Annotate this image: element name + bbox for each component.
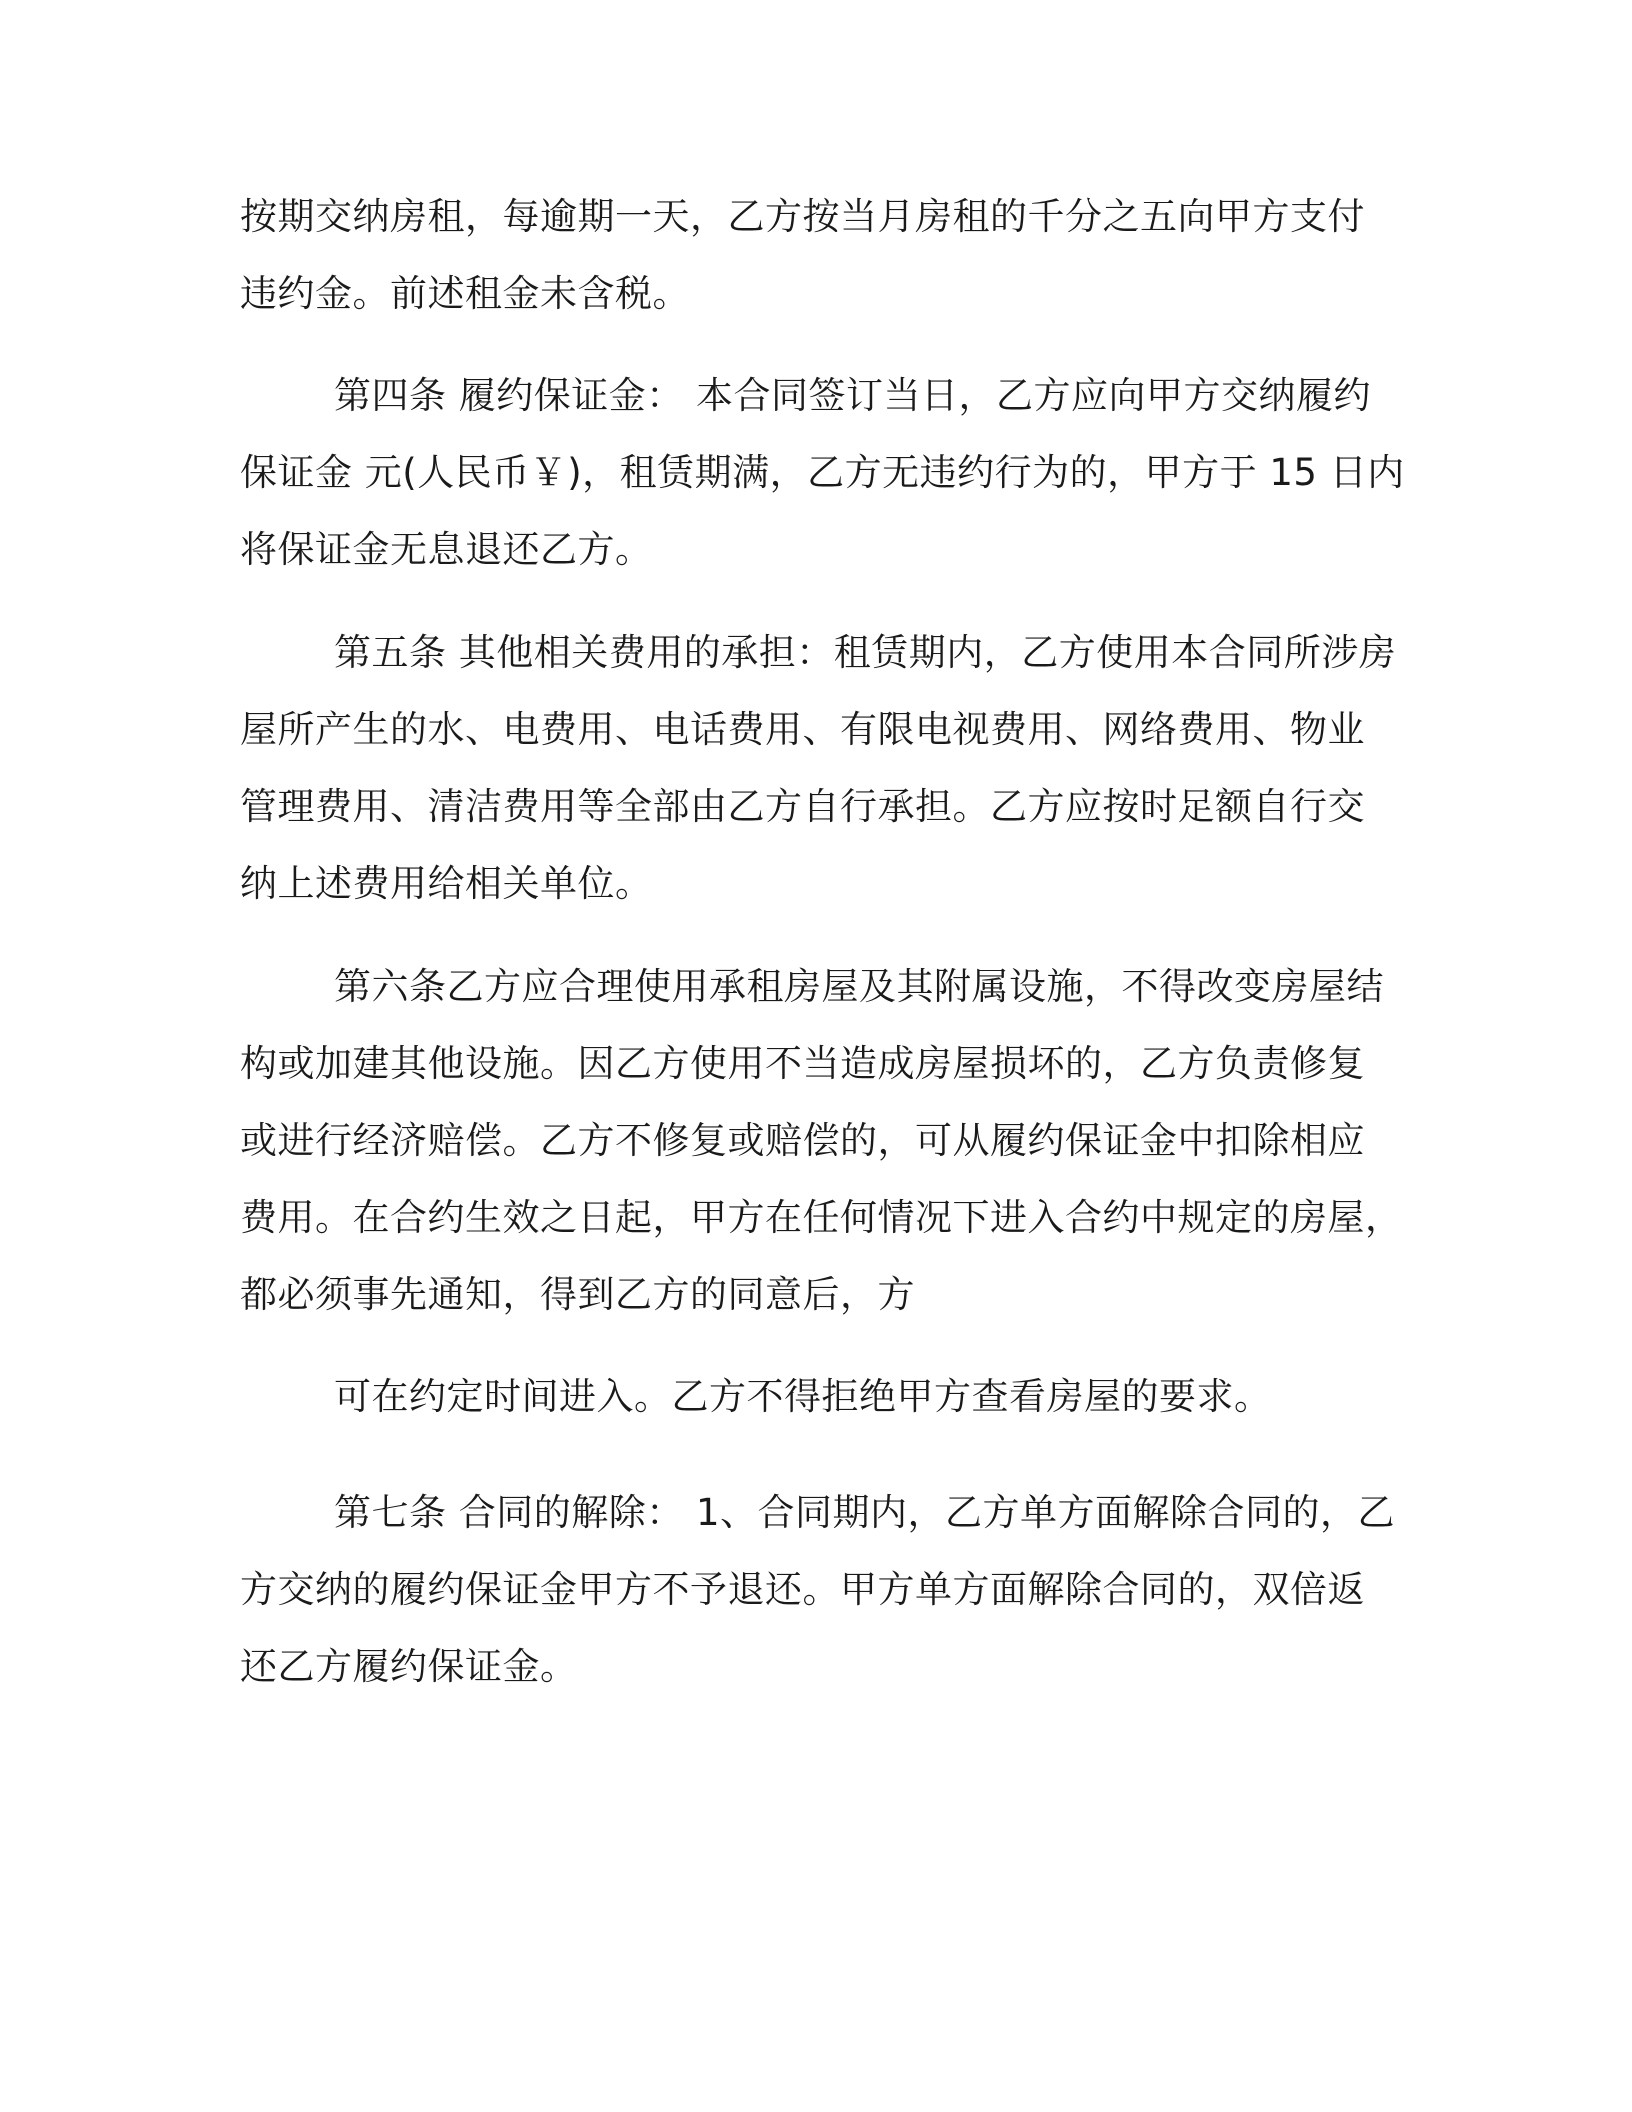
text-line: 第四条 履约保证金： 本合同签订当日，乙方应向甲方交纳履约 — [334, 374, 1372, 417]
text-line: 可在约定时间进入。乙方不得拒绝甲方查看房屋的要求。 — [334, 1375, 1272, 1418]
text-line: 保证金 元(人民币￥)，租赁期满，乙方无违约行为的，甲方于 15 日内 — [240, 451, 1405, 494]
paragraph-article-6-usage — [240, 948, 1403, 1333]
text-line: 将保证金无息退还乙方。 — [240, 528, 653, 571]
paragraph-article-5-fees — [240, 614, 1397, 922]
text-line: 屋所产生的水、电费用、电话费用、有限电视费用、网络费用、物业 — [240, 708, 1365, 751]
paragraph-article-7-termination — [240, 1474, 1396, 1705]
text-line: 第六条乙方应合理使用承租房屋及其附属设施，不得改变房屋结 — [334, 965, 1384, 1008]
text-line: 第七条 合同的解除： 1、合同期内，乙方单方面解除合同的，乙 — [334, 1491, 1396, 1534]
paragraph-rent-payment — [240, 178, 1380, 332]
text-line: 方交纳的履约保证金甲方不予退还。甲方单方面解除合同的，双倍返 — [240, 1568, 1365, 1611]
paragraph-inspection-entry — [240, 1358, 1380, 1435]
paragraph-article-4-deposit — [240, 357, 1405, 588]
text-line: 构或加建其他设施。因乙方使用不当造成房屋损坏的，乙方负责修复 — [240, 1042, 1365, 1085]
text-line: 或进行经济赔偿。乙方不修复或赔偿的，可从履约保证金中扣除相应 — [240, 1119, 1365, 1162]
text-line: 违约金。前述租金未含税。 — [240, 272, 690, 315]
text-line: 第五条 其他相关费用的承担：租赁期内，乙方使用本合同所涉房 — [334, 631, 1397, 674]
text-line: 费用。在合约生效之日起，甲方在任何情况下进入合约中规定的房屋， — [240, 1196, 1403, 1239]
text-line: 管理费用、清洁费用等全部由乙方自行承担。乙方应按时足额自行交 — [240, 785, 1365, 828]
text-line: 都必须事先通知，得到乙方的同意后，方 — [240, 1273, 915, 1316]
text-line: 还乙方履约保证金。 — [240, 1645, 578, 1688]
text-line: 纳上述费用给相关单位。 — [240, 862, 653, 905]
text-line: 按期交纳房租，每逾期一天，乙方按当月房租的千分之五向甲方支付 — [240, 195, 1365, 238]
